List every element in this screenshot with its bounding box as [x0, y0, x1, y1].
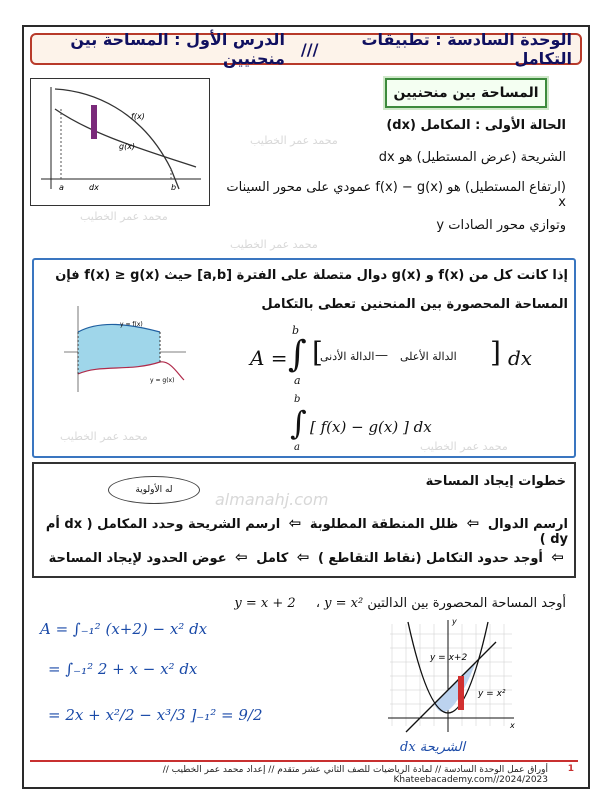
footer: [30, 760, 578, 785]
lower-function: الدالة الأدنى: [320, 350, 375, 363]
example-question-text: أوجد المساحة المحصورة بين الدالتين: [367, 596, 566, 611]
strip-line: الشريحة (عرض المستطيل) هو dx: [378, 150, 566, 165]
solution-step1: A = ∫₋₁² (x+2) − x² dx: [40, 620, 208, 638]
step-draw: ارسم الدوال: [487, 517, 568, 532]
step-strip: ارسم الشريحة وحدد المكامل ( dx أم dy ): [45, 517, 568, 547]
footer-text: أوراق عمل الوحدة السادسة // لمادة الرياضيات للصف الثاني عشر متقدم // إعداد محمد عمر الخطيب // Khateebacademy.com//2024/2023: [162, 765, 548, 785]
integral-sign: ∫: [288, 334, 307, 375]
example-eq2: y = x²: [324, 596, 364, 611]
arrow-left-icon: ⇦: [235, 548, 248, 566]
arrow-left-icon: ⇦: [466, 514, 480, 532]
upper-limit: b: [292, 324, 300, 337]
minus-sign: —: [375, 348, 388, 363]
steps-row2: [40, 548, 568, 566]
theorem-line2: المساحة المحصورة بين المنحنين تعطى بالتكامل: [261, 297, 568, 312]
unit-title: الوحدة السادسة : تطبيقات التكامل: [361, 30, 572, 68]
solution-step2: = ∫₋₁² 2 + x − x² dx: [48, 660, 198, 678]
hand-note: dx الشريحة: [400, 740, 466, 755]
difference-integrand: [ f(x) − g(x) ] dx: [310, 418, 432, 436]
steps-row1: [40, 514, 568, 547]
title-separator: ///: [300, 39, 319, 59]
parallel-line: وتوازي محور الصادات y: [436, 218, 566, 233]
arrow-left-icon: ⇦: [288, 514, 302, 532]
theorem-line1: إذا كانت كل من f(x) و g(x) دوال متصلة على الفترة [a,b] حيث f(x) ≥ g(x) فإن: [55, 268, 568, 283]
upper-function: الدالة الأعلى: [400, 350, 457, 363]
step-shade: ظلل المنطقة المطلوبة: [309, 517, 459, 532]
watermark: محمد عمر الخطيب: [80, 210, 168, 223]
example-graph: [386, 614, 518, 738]
fig1-dx-label: dx: [89, 183, 99, 192]
watermark: محمد عمر الخطيب: [60, 430, 148, 443]
footer-page-number: 1: [567, 764, 574, 774]
fig1-fx-label: f(x): [131, 112, 145, 121]
formula-dx: dx: [508, 346, 533, 370]
watermark: محمد عمر الخطيب: [420, 440, 508, 453]
case-one-heading: الحالة الأولى : المكامل (dx): [386, 118, 566, 133]
open-bracket: [: [312, 336, 323, 369]
step-substitute: عوض الحدود لإيجاد المساحة: [48, 551, 227, 566]
upper-limit: b: [294, 394, 301, 405]
solution-step3: = 2x + x²/2 − x³/3 ]₋₁² = 9/2: [48, 706, 263, 724]
integral-formula: [250, 324, 560, 392]
area-strip-figure: [30, 78, 210, 206]
graph-line-label: y = x+2: [430, 653, 468, 663]
watermark: محمد عمر الخطيب: [230, 238, 318, 251]
arrow-left-icon: ⇦: [296, 548, 310, 566]
priority-bubble: له الأولوية: [108, 476, 200, 504]
graph-x-axis: x: [510, 721, 515, 730]
step-integrate: كامل: [256, 551, 289, 566]
steps-title: خطوات إيجاد المساحة: [425, 474, 566, 489]
watermark: محمد عمر الخطيب: [250, 134, 338, 147]
graph-y-axis: y: [452, 617, 457, 626]
section-label: المساحة بين منحنيين: [385, 78, 547, 108]
watermark: almanahj.com: [215, 490, 329, 509]
integral-formula-2: [290, 394, 490, 456]
arrow-left-icon: ⇦: [551, 548, 564, 566]
example-eq1: y = x + 2: [234, 596, 296, 611]
height-line: (ارتفاع المستطيل) هو f(x) − g(x) عمودي على محور السينات x: [226, 180, 566, 210]
integral-sign: ∫: [290, 404, 307, 442]
lower-limit: a: [294, 374, 301, 387]
graph-parabola-label: y = x²: [478, 689, 506, 699]
fig1-gx-label: g(x): [119, 142, 136, 151]
step-limits: أوجد حدود التكامل (نقاط التقاطع ): [317, 551, 543, 566]
fig2-gx-label: y = g(x): [150, 377, 175, 384]
formula-a: A =: [250, 346, 288, 370]
lesson-title: الدرس الأول : المساحة بين منحنيين: [70, 30, 285, 68]
close-bracket: ]: [490, 336, 501, 369]
page-title: [30, 30, 582, 68]
lower-limit: a: [294, 442, 300, 453]
fig2-fx-label: y = f(x): [120, 321, 143, 328]
example-question: [200, 596, 566, 611]
example-comma: ،: [315, 596, 321, 611]
two-curves-figure: [60, 302, 190, 396]
fig1-b-label: b: [171, 183, 177, 192]
fig1-a-label: a: [59, 183, 64, 192]
